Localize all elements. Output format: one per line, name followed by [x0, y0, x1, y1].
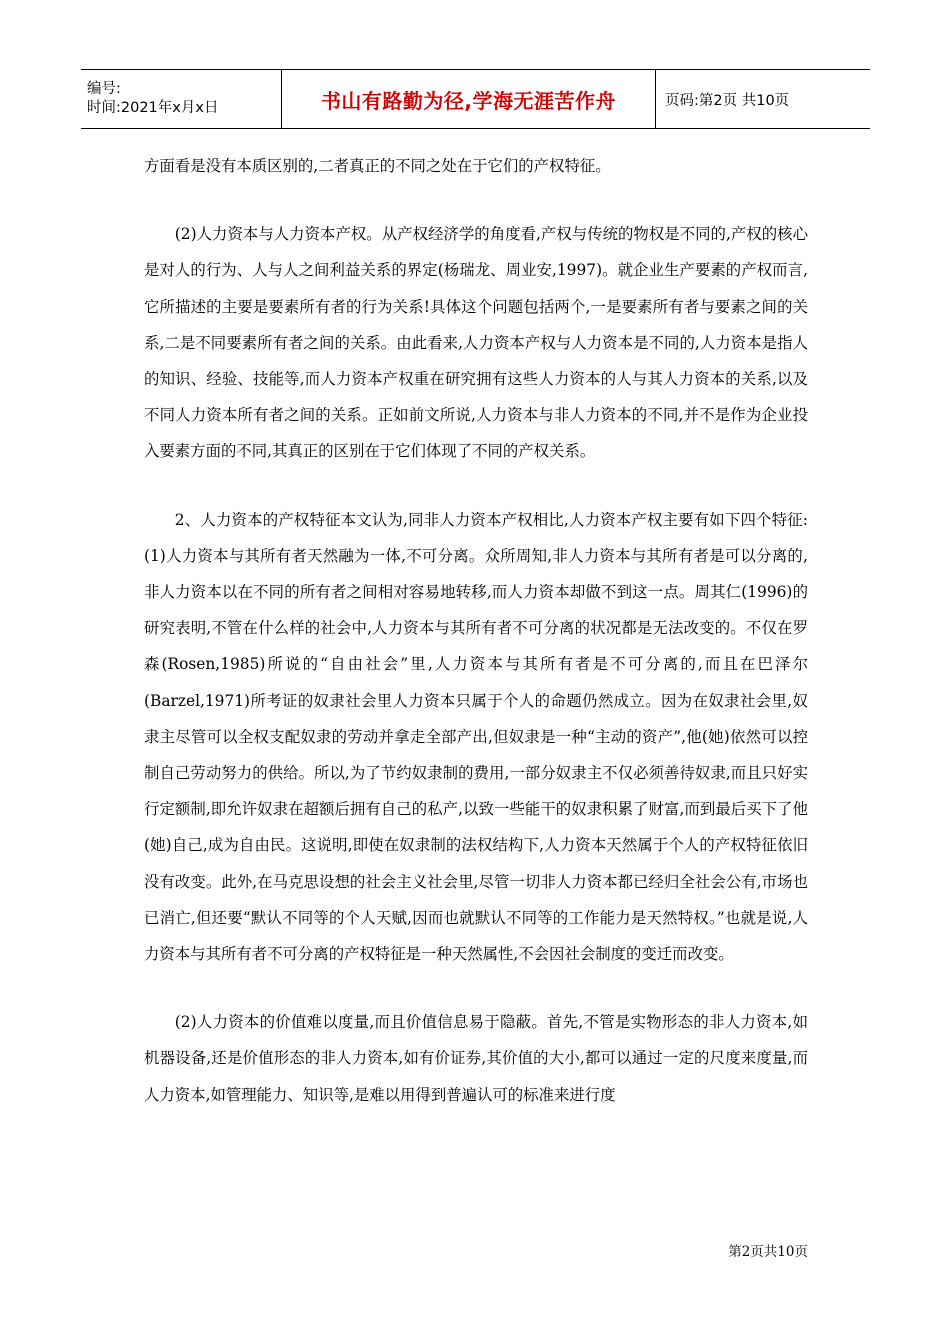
- header-meta: [81, 70, 282, 128]
- paragraph-property-right-features: 2、人力资本的产权特征本文认为,同非人力资本产权相比,人力资本产权主要有如下四个特征:(1)人力资本与其所有者天然融为一体,不可分离。众所周知,非人力资本与其所有者是可以分离的,非人力资本以在不同的所有者之间相对容易地转移,而人力资本却做不到这一点。周其仁(1996)的研究表明,不管在什么样的社会中,人力资本与其所有者不可分离的状况都是无法改变的。不仅在罗森(Rosen,1985)所说的“自由社会”里,人力资本与其所有者是不可分离的,而且在巴泽尔(Barzel,1971)所考证的奴隶社会里人力资本只属于个人的命题仍然成立。因为在奴隶社会里,奴隶主尽管可以全权支配奴隶的劳动并拿走全部产出,但奴隶是一种“主动的资产”,他(她)依然可以控制自己劳动努力的供给。所以,为了节约奴隶制的费用,一部分奴隶主不仅必须善待奴隶,而且只好实行定额制,即允许奴隶在超额后拥有自己的私产,以致一些能干的奴隶积累了财富,而到最后买下了他(她)自己,成为自由民。这说明,即使在奴隶制的法权结构下,人力资本天然属于个人的产权特征依旧没有改变。此外,在马克思设想的社会主义社会里,尽管一切非人力资本都已经归全社会公有,市场也已消亡,但还要“默认不同等的个人天赋,因而也就默认不同等的工作能力是天然特权。”也就是说,人力资本与其所有者不可分离的产权特征是一种天然属性,不会因社会制度的变迁而改变。: [144, 510, 808, 964]
- page-header: [81, 69, 870, 129]
- document-time-label: 时间:2021年x月x日: [87, 100, 219, 116]
- header-motto-cell: [282, 70, 656, 128]
- document-number-label: 编号:: [87, 81, 121, 97]
- page-footer: [728, 1240, 808, 1260]
- header-motto: 书山有路勤为径,学海无涯苦作舟: [320, 88, 617, 113]
- paragraph-human-capital-property-rights: (2)人力资本与人力资本产权。从产权经济学的角度看,产权与传统的物权是不同的,产权的核心是对人的行为、人与人之间利益关系的界定(杨瑞龙、周业安,1997)。就企业生产要素的产权而言,它所描述的主要是要素所有者的行为关系!具体这个问题包括两个,一是要素所有者与要素之间的关系,二是不同要素所有者之间的关系。由此看来,人力资本产权与人力资本是不同的,人力资本是指人的知识、经验、技能等,而人力资本产权重在研究拥有这些人力资本的人与其人力资本的关系,以及不同人力资本所有者之间的关系。正如前文所说,人力资本与非人力资本的不同,并不是作为企业投入要素方面的不同,其真正的区别在于它们体现了不同的产权关系。: [144, 225, 808, 461]
- header-page-number: 页码:第2页 共10页: [665, 92, 790, 109]
- paragraph-value-measurement: (2)人力资本的价值难以度量,而且价值信息易于隐蔽。首先,不管是实物形态的非人力资本,如机器设备,还是价值形态的非人力资本,如有价证券,其价值的大小,都可以通过一定的尺度来度量,而人力资本,如管理能力、知识等,是难以用得到普遍认可的标准来进行度: [144, 1013, 808, 1104]
- document-body: [144, 148, 808, 1113]
- paragraph-continuation: 方面看是没有本质区别的,二者真正的不同之处在于它们的产权特征。: [144, 157, 611, 175]
- footer-page-number: 第2页共10页: [728, 1244, 808, 1260]
- header-page-cell: [656, 70, 870, 128]
